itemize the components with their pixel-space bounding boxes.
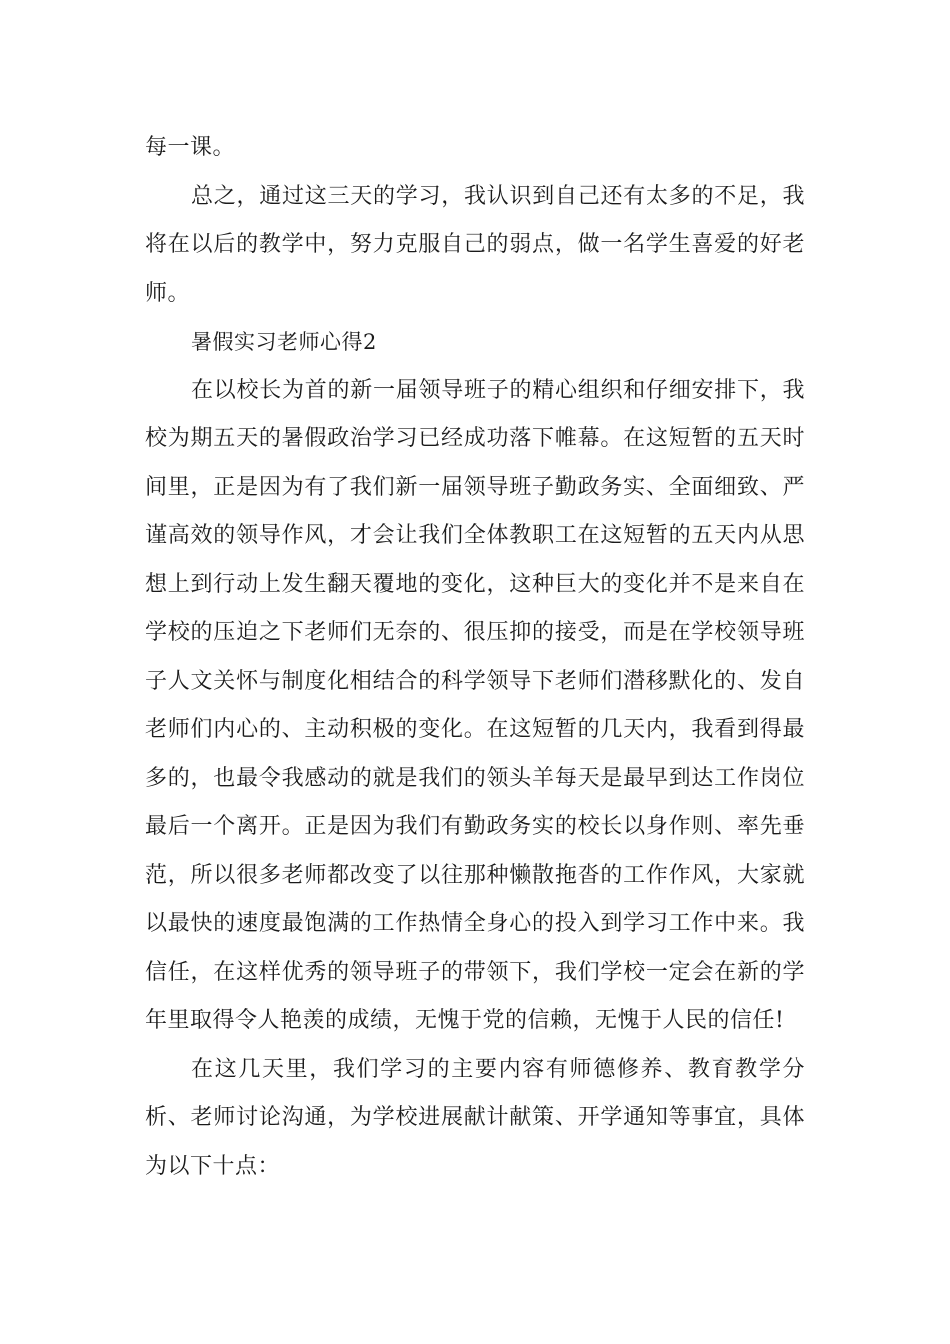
paragraph-body-1: 在以校长为首的新一届领导班子的精心组织和仔细安排下，我校为期五天的暑假政治学习已经成功落下帷幕。在这短暂的五天时间里，正是因为有了我们新一届领导班子勤政务实、全面细致、严谨高效的领导作风，才会让我们全体教职工在这短暂的五天内从思想上到行动上发生翻天覆地的变化，这种巨大的变化并不是来自在学校的压迫之下老师们无奈的、很压抑的接受，而是在学校领导班子人文关怀与制度化相结合的科学领导下老师们潜移默化的、发自老师们内心的、主动积极的变化。在这短暂的几天内，我看到得最多的，也最令我感动的就是我们的领头羊每天是最早到达工作岗位最后一个离开。正是因为我们有勤政务实的校长以身作则、率先垂范，所以很多老师都改变了以往那种懒散拖沓的工作作风，大家就以最快的速度最饱满的工作热情全身心的投入到学习工作中来。我信任，在这样优秀的领导班子的带领下，我们学校一定会在新的学年里取得令人艳羡的成绩，无愧于党的信赖，无愧于人民的信任! — [145, 377, 805, 1033]
section-heading: 暑假实习老师心得2 — [191, 330, 377, 354]
paragraph-body-2: 在这几天里，我们学习的主要内容有师德修养、教育教学分析、老师讨论沟通，为学校进展献计献策、开学通知等事宜，具体为以下十点： — [145, 1056, 805, 1179]
paragraph-summary: 总之，通过这三天的学习，我认识到自己还有太多的不足，我将在以后的教学中，努力克服自己的弱点，做一名学生喜爱的好老师。 — [145, 183, 805, 306]
document-body — [145, 124, 805, 1191]
paragraph-continuation: 每一课。 — [145, 135, 236, 160]
